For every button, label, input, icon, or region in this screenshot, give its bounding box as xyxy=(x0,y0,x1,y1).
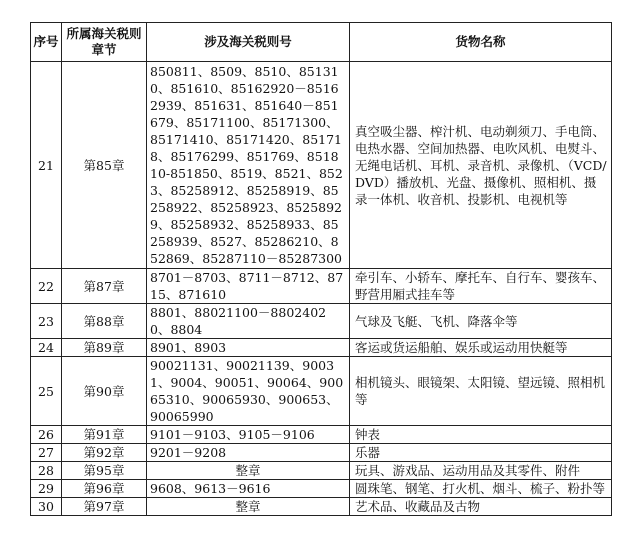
header-chapter: 所属海关税则章节 xyxy=(62,23,147,62)
header-goods: 货物名称 xyxy=(350,23,612,62)
row-codes: 9608、9613－9616 xyxy=(147,480,350,498)
row-chapter: 第85章 xyxy=(62,62,147,269)
row-chapter: 第97章 xyxy=(62,498,147,516)
table-row xyxy=(31,339,612,357)
row-goods: 钟表 xyxy=(350,426,612,444)
row-goods: 真空吸尘器、榨汁机、电动剃须刀、手电筒、电热水器、空间加热器、电吹风机、电熨斗、无绳电话机、耳机、录音机、录像机、（VCD/DVD）播放机、光盘、摄像机、照相机、摄录一体机、收音机、投影机、电视机等 xyxy=(350,62,612,269)
row-codes: 9101－9103、9105－9106 xyxy=(147,426,350,444)
row-chapter: 第88章 xyxy=(62,304,147,339)
row-goods: 乐器 xyxy=(350,444,612,462)
row-goods: 圆珠笔、钢笔、打火机、烟斗、梳子、粉扑等 xyxy=(350,480,612,498)
row-no: 22 xyxy=(31,269,62,304)
header-codes: 涉及海关税则号 xyxy=(147,23,350,62)
row-goods: 牵引车、小轿车、摩托车、自行车、婴孩车、野营用厢式挂车等 xyxy=(350,269,612,304)
row-chapter: 第91章 xyxy=(62,426,147,444)
row-no: 30 xyxy=(31,498,62,516)
table-row xyxy=(31,426,612,444)
header-no: 序号 xyxy=(31,23,62,62)
row-chapter: 第87章 xyxy=(62,269,147,304)
table-row xyxy=(31,480,612,498)
row-codes: 整章 xyxy=(147,462,350,480)
row-codes: 8701－8703、8711－8712、8715、871610 xyxy=(147,269,350,304)
row-no: 21 xyxy=(31,62,62,269)
row-chapter: 第90章 xyxy=(62,357,147,426)
row-no: 26 xyxy=(31,426,62,444)
row-no: 27 xyxy=(31,444,62,462)
row-codes: 8801、88021100－88024020、8804 xyxy=(147,304,350,339)
row-no: 23 xyxy=(31,304,62,339)
tariff-goods-table xyxy=(30,22,612,516)
row-chapter: 第95章 xyxy=(62,462,147,480)
row-goods: 客运或货运船舶、娱乐或运动用快艇等 xyxy=(350,339,612,357)
table-row xyxy=(31,357,612,426)
row-goods: 相机镜头、眼镜架、太阳镜、望远镜、照相机等 xyxy=(350,357,612,426)
row-codes: 850811、8509、8510、851310、851610、85162920－85162939、851631、851640－851679、85171100、85171300、85171410、85171420、851718、85176299、851769、851810-851850、8519、8521、8523、85258912、85258919、85258922、85258923、85258929、85258932、85258933、85258939、8527、85286210、852869、85287110－85287300 xyxy=(147,62,350,269)
row-goods: 玩具、游戏品、运动用品及其零件、附件 xyxy=(350,462,612,480)
row-no: 29 xyxy=(31,480,62,498)
table-row xyxy=(31,269,612,304)
row-codes: 8901、8903 xyxy=(147,339,350,357)
table-row xyxy=(31,304,612,339)
row-codes: 整章 xyxy=(147,498,350,516)
table-row xyxy=(31,462,612,480)
row-no: 24 xyxy=(31,339,62,357)
row-goods: 气球及飞艇、飞机、降落伞等 xyxy=(350,304,612,339)
row-codes: 9201－9208 xyxy=(147,444,350,462)
table-row xyxy=(31,62,612,269)
header-row xyxy=(31,23,612,62)
row-goods: 艺术品、收藏品及古物 xyxy=(350,498,612,516)
row-chapter: 第92章 xyxy=(62,444,147,462)
table-row xyxy=(31,498,612,516)
row-chapter: 第96章 xyxy=(62,480,147,498)
row-chapter: 第89章 xyxy=(62,339,147,357)
row-no: 28 xyxy=(31,462,62,480)
row-codes: 90021131、90021139、90031、9004、90051、90064、90065310、90065930、900653、90065990 xyxy=(147,357,350,426)
table-row xyxy=(31,444,612,462)
row-no: 25 xyxy=(31,357,62,426)
